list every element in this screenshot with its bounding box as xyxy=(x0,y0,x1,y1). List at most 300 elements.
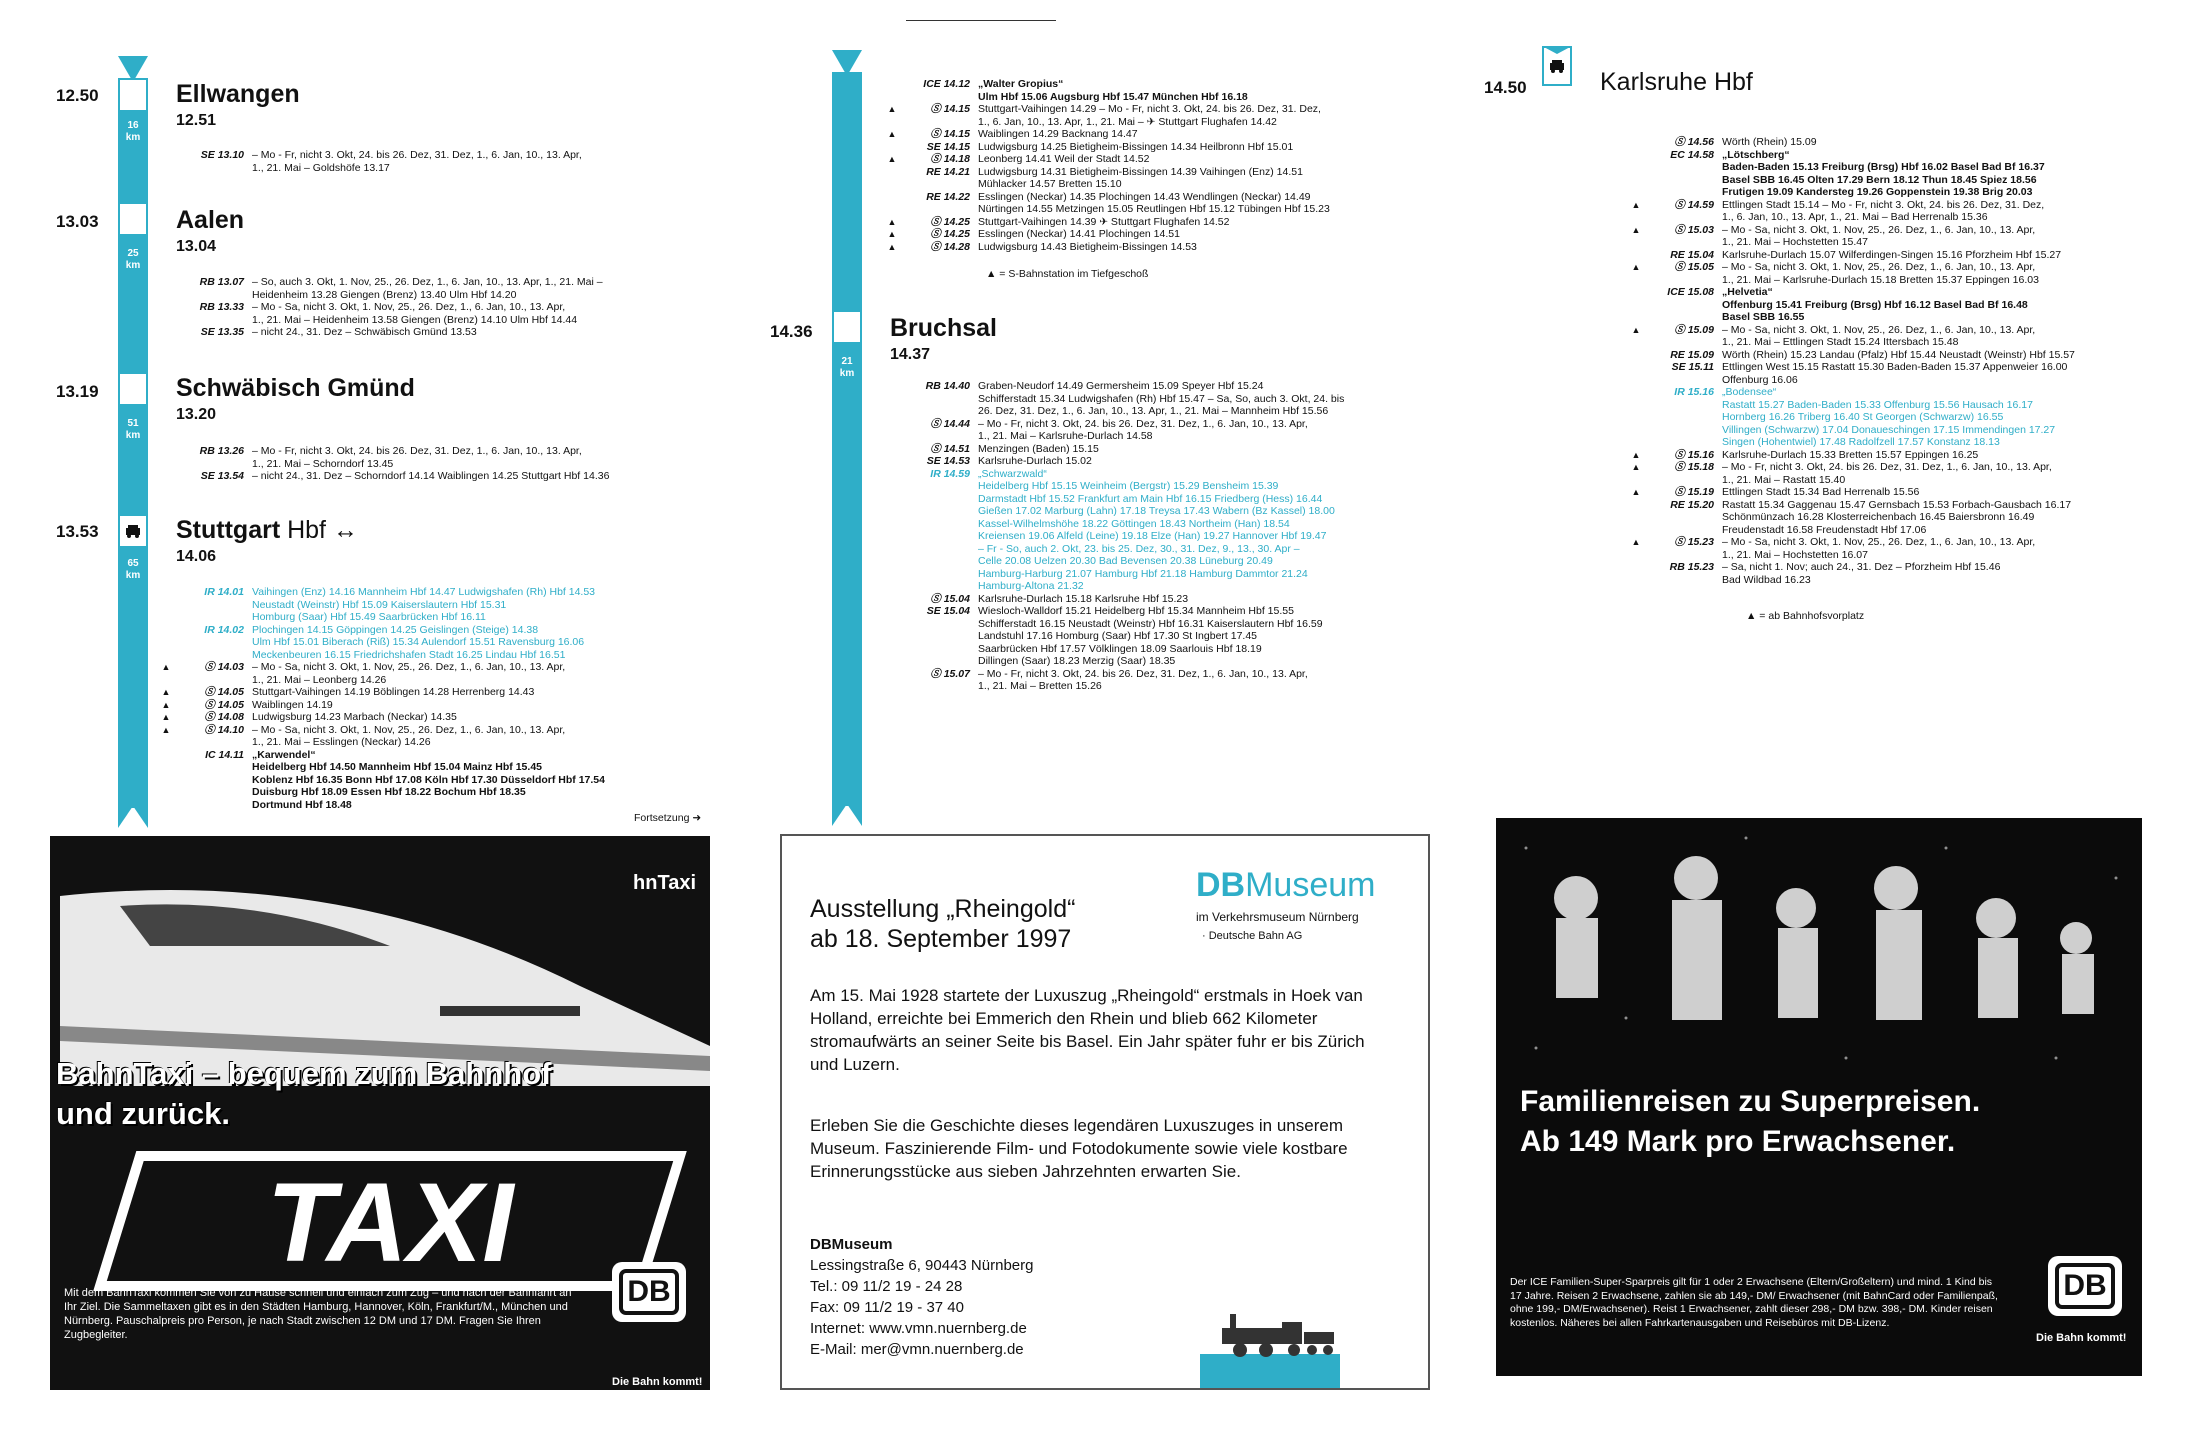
station-name: Aalen xyxy=(176,206,245,234)
train-row xyxy=(1620,561,2180,574)
train-row xyxy=(876,128,1436,141)
train-route: Stuttgart-Vaihingen 14.39 ✈ Stuttgart Flughafen 14.52 xyxy=(978,215,1230,228)
train-route: – Mo - Fr, nicht 3. Okt, 24. bis 26. Dez, 31. Dez, 1., 6. Jan, 10., 13. Apr, xyxy=(978,417,1308,430)
sbahn-marker xyxy=(876,680,908,693)
sbahn-marker xyxy=(876,203,908,216)
sbahn-marker xyxy=(150,149,182,162)
train-type-time: SE 13.35 xyxy=(200,326,244,338)
train-type-time xyxy=(908,91,978,104)
family-headline: Familienreisen zu Superpreisen. Ab 149 Mark pro Erwachsener. xyxy=(1520,1085,1981,1158)
train-route: – Mo - Fr, nicht 3. Okt, 24. bis 26. Dez, 31. Dez, 1., 6. Jan, 10., 13. Apr, xyxy=(252,149,582,161)
train-route: Esslingen (Neckar) 14.41 Plochingen 14.51 xyxy=(978,228,1180,240)
train-list xyxy=(150,445,710,483)
train-type-time: Ⓢ 15.09 xyxy=(1674,323,1714,336)
taxi-word-text: TAXI xyxy=(266,1160,514,1285)
train-row xyxy=(150,314,690,327)
sbahn-marker xyxy=(876,78,908,91)
train-route: Ulm Hbf 15.06 Augsburg Hbf 15.47 München Hbf 16.18 xyxy=(978,90,1248,103)
route-rail xyxy=(832,72,862,806)
train-row xyxy=(1620,474,2180,487)
train-type-time xyxy=(1652,211,1722,224)
train-type-time xyxy=(908,555,978,568)
train-route: Offenburg 15.41 Freiburg (Brsg) Hbf 16.12 Basel Bad Bf 16.48 xyxy=(1722,298,2028,311)
train-type-time xyxy=(1652,186,1722,199)
train-row xyxy=(876,618,1446,631)
train-type-time xyxy=(182,736,252,749)
sbahn-marker: ▲ xyxy=(887,216,897,227)
train-type-time: RB 14.40 xyxy=(925,380,970,392)
sbahn-marker xyxy=(876,530,908,543)
train-route: Hamburg-Altona 21.32 xyxy=(978,580,1084,592)
train-row xyxy=(876,228,1436,241)
train-row xyxy=(876,655,1446,668)
train-route: Wiesloch-Walldorf 15.21 Heidelberg Hbf 15.34 Mannheim Hbf 15.55 xyxy=(978,605,1294,617)
arrival-time: 13.53 xyxy=(56,522,99,541)
sbahn-marker: ▲ xyxy=(161,712,171,722)
train-type-time: Ⓢ 15.07 xyxy=(930,667,970,680)
family-photo xyxy=(1496,818,2142,1088)
train-route: Ettlingen West 15.15 Rastatt 15.30 Baden-Baden 15.37 Appenweier 16.00 xyxy=(1722,361,2068,373)
train-route: Basel SBB 16.45 Olten 17.29 Bern 18.12 Thun 18.45 Spiez 18.56 xyxy=(1722,173,2037,186)
rail-top xyxy=(1542,46,1572,54)
station-name: Karlsruhe Hbf xyxy=(1600,68,1753,96)
train-row xyxy=(150,686,710,699)
left-column xyxy=(0,0,720,830)
train-row xyxy=(150,326,690,339)
train-route: Villingen (Schwarzw) 17.04 Donaueschingen 17.15 Immendingen 17.27 xyxy=(1722,423,2056,436)
middle-column xyxy=(760,0,1450,830)
train-route: Ludwigsburg 14.31 Bietigheim-Bissingen 14.39 Vaihingen (Enz) 14.51 xyxy=(978,165,1303,178)
train-route: Bad Wildbad 16.23 xyxy=(1722,573,1811,586)
sbahn-marker xyxy=(876,455,908,468)
sbahn-marker xyxy=(876,655,908,668)
train-row xyxy=(876,493,1446,506)
train-route: Gießen 17.02 Marburg (Lahn) 17.18 Treysa 17.43 Wabern (Bz Kassel) 18.00 xyxy=(978,505,1335,517)
sbahn-marker xyxy=(876,630,908,643)
train-row xyxy=(876,203,1436,216)
sbahn-marker: ▲ xyxy=(1631,199,1641,210)
sbahn-marker xyxy=(1620,561,1652,574)
train-type-time: Ⓢ 14.56 xyxy=(1674,136,1714,148)
train-row xyxy=(1620,399,2180,412)
train-row xyxy=(150,736,710,749)
train-row xyxy=(150,636,710,649)
train-route: Schifferstadt 15.34 Ludwigshafen (Rh) Hbf 15.47 – Sa, So, auch 3. Okt, 24. bis xyxy=(978,392,1345,405)
train-route: Heidenheim 13.28 Giengen (Brenz) 13.40 Ulm Hbf 14.20 xyxy=(252,288,517,301)
db-logo: DB xyxy=(612,1262,686,1322)
train-row xyxy=(150,149,690,162)
train-type-time xyxy=(1652,574,1722,587)
train-type-time xyxy=(908,618,978,631)
sbahn-marker xyxy=(876,380,908,393)
sbahn-marker: ▲ xyxy=(161,687,171,697)
train-route: Ludwigsburg 14.23 Marbach (Neckar) 14.35 xyxy=(252,711,457,723)
stop-marker xyxy=(118,202,148,236)
train-row xyxy=(1620,374,2180,387)
train-route: Plochingen 14.15 Göppingen 14.25 Geislingen (Steige) 14.38 xyxy=(252,623,539,636)
train-route: Ulm Hbf 15.01 Biberach (Riß) 15.34 Aulendorf 15.51 Ravensburg 16.06 xyxy=(252,636,585,648)
train-route: „Lötschberg“ xyxy=(1722,148,1790,161)
train-type-time xyxy=(1652,524,1722,537)
train-route: 1., 21. Mai – Rastatt 15.40 xyxy=(1722,473,1846,486)
train-route: – Mo - Fr, nicht 3. Okt, 24. bis 26. Dez, 31. Dez, 1., 6. Jan, 10., 13. Apr, xyxy=(252,445,582,457)
train-row xyxy=(876,455,1446,468)
rail-bottom xyxy=(832,804,862,826)
sbahn-marker xyxy=(1620,386,1652,399)
train-route: 1., 21. Mai – Leonberg 14.26 xyxy=(252,673,387,686)
train-type-time xyxy=(908,543,978,556)
sbahn-marker xyxy=(876,405,908,418)
sbahn-marker: ▲ xyxy=(1631,537,1641,547)
train-route: – Mo - Sa, nicht 3. Okt, 1. Nov, 25., 26. Dez, 1., 6. Jan, 10., 13. Apr, xyxy=(252,301,566,313)
train-list xyxy=(150,149,690,174)
train-route: Kreiensen 19.06 Alfeld (Leine) 19.18 Elze (Han) 19.27 Hannover Hbf 19.47 xyxy=(978,530,1327,542)
sbahn-marker xyxy=(150,314,182,327)
sbahn-marker xyxy=(150,276,182,289)
train-route: – Mo - Sa, nicht 3. Okt, 1. Nov, 25., 26. Dez, 1., 6. Jan, 10., 13. Apr, xyxy=(1722,223,2036,236)
train-type-time: Ⓢ 14.18 xyxy=(930,153,970,165)
sbahn-marker xyxy=(1620,474,1652,487)
train-type-time xyxy=(1652,161,1722,174)
train-row xyxy=(150,761,710,774)
train-type-time xyxy=(1652,174,1722,187)
train-row xyxy=(876,530,1446,543)
train-row xyxy=(150,599,710,612)
train-route: 1., 21. Mai – Karlsruhe-Durlach 14.58 xyxy=(978,430,1153,442)
sbahn-marker xyxy=(150,301,182,314)
sbahn-marker xyxy=(876,91,908,104)
sbahn-marker: ▲ xyxy=(887,241,897,252)
sbahn-marker xyxy=(1620,399,1652,412)
sbahn-marker xyxy=(150,326,182,339)
train-route: Koblenz Hbf 16.35 Bonn Hbf 17.08 Köln Hbf 17.30 Düsseldorf Hbf 17.54 xyxy=(252,773,605,786)
train-row xyxy=(150,674,710,687)
train-type-time: SE 14.15 xyxy=(926,140,970,153)
train-type-time xyxy=(1652,436,1722,449)
family-footer: Der ICE Familien-Super-Sparpreis gilt für 1 oder 2 Erwachsene (Eltern/Großeltern) und mind. 1 Kind bis 17 Jahre. Reisen 2 Erwachsene, zahlen sie ab 149,- DM/ Erwachsener (mit BahnCard oder Familienpaß, ohne 199,- DM/Erwachsener). Reist 1 Erwachsener, zahlt dieser 298,- DM bzw. 398,- DM. Kinder reisen kostenlos. Näheres bei allen Fahrkartenausgaben und Reisebüros mit DB-Lizenz. xyxy=(1510,1276,1998,1329)
train-row xyxy=(150,458,710,471)
train-type-time: Ⓢ 14.25 xyxy=(930,228,970,240)
train-row xyxy=(1620,249,2180,262)
train-route: 1., 6. Jan, 10., 13. Apr, 1., 21. Mai – Bad Herrenalb 15.36 xyxy=(1722,211,1988,223)
train-row xyxy=(1620,449,2180,462)
train-route: 1., 21. Mai – Esslingen (Neckar) 14.26 xyxy=(252,736,431,748)
sbahn-marker xyxy=(150,458,182,471)
train-row xyxy=(1620,486,2180,499)
train-route: – Fr - So, auch 2. Okt, 23. bis 25. Dez, 30., 31. Dez, 9., 13., 30. Apr – xyxy=(978,542,1300,555)
departure-time: 12.51 xyxy=(176,112,217,129)
ice-train-illustration xyxy=(60,856,710,1086)
taxi-icon xyxy=(124,523,142,539)
km-label: 51 km xyxy=(125,418,141,441)
train-row xyxy=(876,116,1436,129)
sbahn-marker xyxy=(876,505,908,518)
sbahn-marker xyxy=(876,518,908,531)
train-type-time: Ⓢ 14.15 xyxy=(930,128,970,140)
sbahn-marker xyxy=(150,749,182,762)
train-type-time xyxy=(908,405,978,418)
train-row xyxy=(876,153,1436,166)
train-row xyxy=(150,749,710,762)
sbahn-marker xyxy=(1620,336,1652,349)
train-row xyxy=(1620,224,2180,237)
sbahn-marker xyxy=(150,611,182,624)
train-row xyxy=(150,711,710,724)
km-label: 16 km xyxy=(125,120,141,143)
train-route: 1., 21. Mai – Hochstetten 15.47 xyxy=(1722,236,1868,248)
exhibition-title: Ausstellung „Rheingold“ ab 18. September 1997 xyxy=(810,895,1076,953)
train-row xyxy=(1620,361,2180,374)
train-type-time: RB 15.23 xyxy=(1669,561,1714,573)
train-row xyxy=(876,580,1446,593)
train-type-time: Ⓢ 14.03 xyxy=(204,661,244,673)
train-type-time: SE 15.11 xyxy=(1671,361,1714,373)
sbahn-marker xyxy=(876,618,908,631)
train-row xyxy=(1620,511,2180,524)
sbahn-marker xyxy=(150,774,182,787)
locomotive-icon xyxy=(1200,1292,1340,1388)
train-route: Hornberg 16.26 Triberg 16.40 St Georgen (Schwarzw) 16.55 xyxy=(1722,411,2004,423)
train-row xyxy=(1620,261,2180,274)
sbahn-marker xyxy=(1620,174,1652,187)
train-route: – Mo - Sa, nicht 3. Okt, 1. Nov, 25., 26. Dez, 1., 6. Jan, 10., 13. Apr, xyxy=(252,661,566,673)
top-rule xyxy=(906,20,1056,21)
sbahn-marker xyxy=(150,289,182,302)
station-name: Ellwangen xyxy=(176,80,300,108)
station-name: Stuttgart Hbf ↔ xyxy=(176,516,358,544)
train-type-time xyxy=(1652,424,1722,437)
train-type-time: Ⓢ 14.51 xyxy=(930,442,970,455)
train-route: – nicht 24., 31. Dez – Schwäbisch Gmünd 13.53 xyxy=(252,326,477,338)
train-type-time: RE 15.04 xyxy=(1670,248,1714,261)
sbahn-marker xyxy=(1620,186,1652,199)
sbahn-marker xyxy=(150,636,182,649)
train-row xyxy=(876,480,1446,493)
train-row xyxy=(150,786,710,799)
train-row xyxy=(150,661,710,674)
train-route: Kassel-Wilhelmshöhe 18.22 Göttingen 18.43 Northeim (Han) 18.54 xyxy=(978,517,1290,530)
train-type-time xyxy=(1652,511,1722,524)
train-row xyxy=(876,141,1436,154)
museum-paragraph-2: Erleben Sie die Geschichte dieses legendären Luxuszuges in unserem Museum. Faszinierende Film- und Fotodokumente sowie viele kostbare Erinnerungsstücke aus sieben Jahrzehnten erwarten Sie. xyxy=(810,1116,1348,1181)
bahntaxi-label: hnTaxi xyxy=(633,872,696,894)
sbahn-marker xyxy=(1620,311,1652,324)
train-row xyxy=(876,505,1446,518)
train-route: Freudenstadt 16.58 Freudenstadt Hbf 17.06 xyxy=(1722,523,1927,536)
train-row xyxy=(876,680,1446,693)
sbahn-marker xyxy=(1620,361,1652,374)
sbahn-marker xyxy=(1620,249,1652,262)
train-route: Dortmund Hbf 18.48 xyxy=(252,798,352,811)
train-route: 1., 21. Mai – Goldshöfe 13.17 xyxy=(252,161,390,174)
train-row xyxy=(1620,324,2180,337)
sbahn-marker: ▲ xyxy=(161,724,171,735)
train-row xyxy=(1620,136,2180,149)
sbahn-marker xyxy=(150,786,182,799)
train-route: „Bodensee“ xyxy=(1722,386,1777,398)
train-type-time xyxy=(182,649,252,662)
train-route: Baden-Baden 15.13 Freiburg (Brsg) Hbf 16.02 Basel Bad Bf 16.37 xyxy=(1722,161,2045,173)
train-type-time xyxy=(182,674,252,687)
train-type-time xyxy=(908,655,978,668)
train-row xyxy=(876,443,1446,456)
train-type-time: IR 15.16 xyxy=(1674,386,1714,398)
train-row xyxy=(876,593,1446,606)
train-type-time: RB 13.33 xyxy=(199,301,244,313)
train-row xyxy=(1620,499,2180,512)
train-row xyxy=(876,91,1436,104)
train-route: Waiblingen 14.19 xyxy=(252,698,333,711)
sbahn-marker xyxy=(1620,149,1652,162)
train-route: Waiblingen 14.29 Backnang 14.47 xyxy=(978,128,1138,140)
train-type-time xyxy=(182,289,252,302)
train-row xyxy=(1620,149,2180,162)
db-slogan: Die Bahn kommt! xyxy=(2036,1332,2127,1344)
familienreisen-ad xyxy=(1496,818,2142,1376)
train-route: Singen (Hohentwiel) 17.48 Radolfzell 17.57 Konstanz 18.13 xyxy=(1722,436,2000,448)
train-type-time: RB 13.26 xyxy=(199,445,244,457)
train-row xyxy=(1620,186,2180,199)
sbahn-marker xyxy=(876,643,908,656)
train-row xyxy=(876,405,1446,418)
sbahn-marker xyxy=(1620,349,1652,362)
train-type-time xyxy=(1652,299,1722,312)
train-type-time xyxy=(908,580,978,593)
train-row xyxy=(1620,524,2180,537)
bahntaxi-ad xyxy=(50,836,710,1390)
train-type-time: Ⓢ 15.23 xyxy=(1674,536,1714,548)
sbahn-marker: ▲ xyxy=(887,229,897,239)
train-type-time xyxy=(1652,474,1722,487)
db-logo: DB xyxy=(2048,1256,2122,1316)
train-row xyxy=(150,774,710,787)
train-row xyxy=(876,216,1436,229)
train-type-time: IR 14.02 xyxy=(204,623,244,636)
train-route: Ettlingen Stadt 15.34 Bad Herrenalb 15.56 xyxy=(1722,486,1920,498)
train-type-time: Ⓢ 15.03 xyxy=(1674,223,1714,236)
sbahn-marker xyxy=(876,568,908,581)
train-route: Rastatt 15.34 Gaggenau 15.47 Gernsbach 15.53 Forbach-Gausbach 16.17 xyxy=(1722,498,2072,511)
train-row xyxy=(150,699,710,712)
sbahn-marker xyxy=(1620,136,1652,149)
train-route: – Sa, nicht 1. Nov; auch 24., 31. Dez – Pforzheim Hbf 15.46 xyxy=(1722,561,2001,573)
train-route: „Helvetia“ xyxy=(1722,286,1773,298)
sbahn-marker: ▲ xyxy=(887,129,897,139)
train-row xyxy=(876,643,1446,656)
train-row xyxy=(876,630,1446,643)
sbahn-marker: ▲ xyxy=(161,662,171,672)
train-route: 1., 21. Mai – Ettlingen Stadt 15.24 Ittersbach 15.48 xyxy=(1722,336,1959,348)
museum-operator: · Deutsche Bahn AG xyxy=(1202,930,1303,942)
dbmuseum-brand: DBMuseum xyxy=(1196,866,1376,904)
train-type-time: Ⓢ 14.15 xyxy=(930,103,970,115)
km-label: 65 km xyxy=(125,558,141,581)
train-route: – Mo - Sa, nicht 3. Okt, 1. Nov, 25., 26. Dez, 1., 6. Jan, 10., 13. Apr, xyxy=(1722,536,2036,548)
sbahn-marker xyxy=(876,430,908,443)
train-row xyxy=(1620,299,2180,312)
train-type-time: Ⓢ 15.04 xyxy=(930,592,970,605)
sbahn-marker: ▲ xyxy=(1631,462,1641,472)
sbahn-marker xyxy=(1620,499,1652,512)
right-column xyxy=(1470,0,2188,830)
train-route: Wörth (Rhein) 15.23 Landau (Pfalz) Hbf 15.44 Neustadt (Weinstr) Hbf 15.57 xyxy=(1722,348,2075,361)
train-row xyxy=(150,649,710,662)
train-type-time xyxy=(908,178,978,191)
train-type-time: RB 13.07 xyxy=(199,276,244,288)
train-type-time xyxy=(908,493,978,506)
stop-marker xyxy=(118,78,148,112)
sbahn-marker: ▲ xyxy=(1631,224,1641,235)
train-type-time: Ⓢ 14.44 xyxy=(930,417,970,430)
sbahn-marker xyxy=(150,761,182,774)
train-row xyxy=(1620,574,2180,587)
train-type-time: Ⓢ 14.05 xyxy=(204,698,244,711)
sbahn-marker xyxy=(1620,549,1652,562)
train-type-time: SE 14.53 xyxy=(926,455,970,467)
sbahn-marker xyxy=(1620,236,1652,249)
train-route: Stuttgart-Vaihingen 14.29 – Mo - Fr, nicht 3. Okt, 24. bis 26. Dez, 31. Dez, xyxy=(978,103,1321,115)
arrival-time: 12.50 xyxy=(56,86,99,105)
sbahn-marker xyxy=(150,736,182,749)
sbahn-marker xyxy=(1620,436,1652,449)
train-type-time xyxy=(1652,311,1722,324)
arrival-time: 14.36 xyxy=(770,322,813,341)
train-row xyxy=(1620,286,2180,299)
train-route: Esslingen (Neckar) 14.35 Plochingen 14.43 Wendlingen (Neckar) 14.49 xyxy=(978,190,1311,203)
sbahn-marker xyxy=(150,599,182,612)
train-row xyxy=(876,241,1436,254)
train-route: Hamburg-Harburg 21.07 Hamburg Hbf 21.18 Hamburg Dammtor 21.24 xyxy=(978,567,1308,580)
train-route: Schönmünzach 16.28 Klosterreichenbach 16.45 Baiersbronn 16.49 xyxy=(1722,511,2035,523)
train-route: – Mo - Sa, nicht 3. Okt, 1. Nov, 25., 26. Dez, 1., 6. Jan, 10., 13. Apr, xyxy=(1722,323,2036,336)
train-route: Duisburg Hbf 18.09 Essen Hbf 18.22 Bochum Hbf 18.35 xyxy=(252,786,526,798)
train-type-time xyxy=(1652,336,1722,349)
train-row xyxy=(876,418,1446,431)
train-route: „Schwarzwald“ xyxy=(978,467,1047,480)
sbahn-marker: ▲ xyxy=(1631,324,1641,335)
route-rail xyxy=(118,78,148,808)
train-row xyxy=(876,393,1446,406)
train-type-time: ICE 14.12 xyxy=(923,78,970,90)
train-row xyxy=(1620,236,2180,249)
taxi-footer: Mit dem BahnTaxi kommen Sie von zu Hause schnell und einfach zum Zug – und nach der Bahnfahrt an Ihr Ziel. Die Sammeltaxen gibt es in den Städten Hamburg, Hannover, Köln, Frankfurt/M., München und Nürnberg. Pauschalpreis pro Person, je nach Stadt zwischen 12 DM und 17 DM. Fragen Sie Ihren Zugbegleiter. xyxy=(64,1287,572,1341)
train-route: Karlsruhe-Durlach 15.18 Karlsruhe Hbf 15.23 xyxy=(978,592,1189,605)
train-type-time xyxy=(908,530,978,543)
train-row xyxy=(876,568,1446,581)
sbahn-marker xyxy=(876,116,908,129)
sbahn-marker xyxy=(1620,374,1652,387)
sbahn-marker xyxy=(1620,161,1652,174)
train-route: – nicht 24., 31. Dez – Schorndorf 14.14 Waiblingen 14.25 Stuttgart Hbf 14.36 xyxy=(252,470,610,482)
continue-note: Fortsetzung ➜ xyxy=(634,812,702,824)
train-row xyxy=(1620,274,2180,287)
train-type-time xyxy=(182,799,252,812)
stop-marker xyxy=(832,310,862,344)
train-type-time: Ⓢ 14.28 xyxy=(930,240,970,253)
train-type-time: Ⓢ 14.25 xyxy=(930,215,970,228)
train-route: – Mo - Sa, nicht 3. Okt, 1. Nov, 25., 26. Dez, 1., 6. Jan, 10., 13. Apr, xyxy=(1722,261,2036,273)
train-route: Rastatt 15.27 Baden-Baden 15.33 Offenburg 15.56 Hausach 16.17 xyxy=(1722,398,2033,411)
train-type-time: SE 15.04 xyxy=(926,605,970,617)
sbahn-marker xyxy=(150,445,182,458)
db-slogan: Die Bahn kommt! xyxy=(612,1376,703,1388)
dbmuseum-ad xyxy=(780,834,1430,1390)
train-row xyxy=(150,162,690,175)
train-type-time: SE 13.54 xyxy=(200,470,244,482)
train-route: Karlsruhe-Durlach 15.02 xyxy=(978,455,1092,467)
train-row xyxy=(1620,174,2180,187)
train-type-time: SE 13.10 xyxy=(200,149,244,161)
